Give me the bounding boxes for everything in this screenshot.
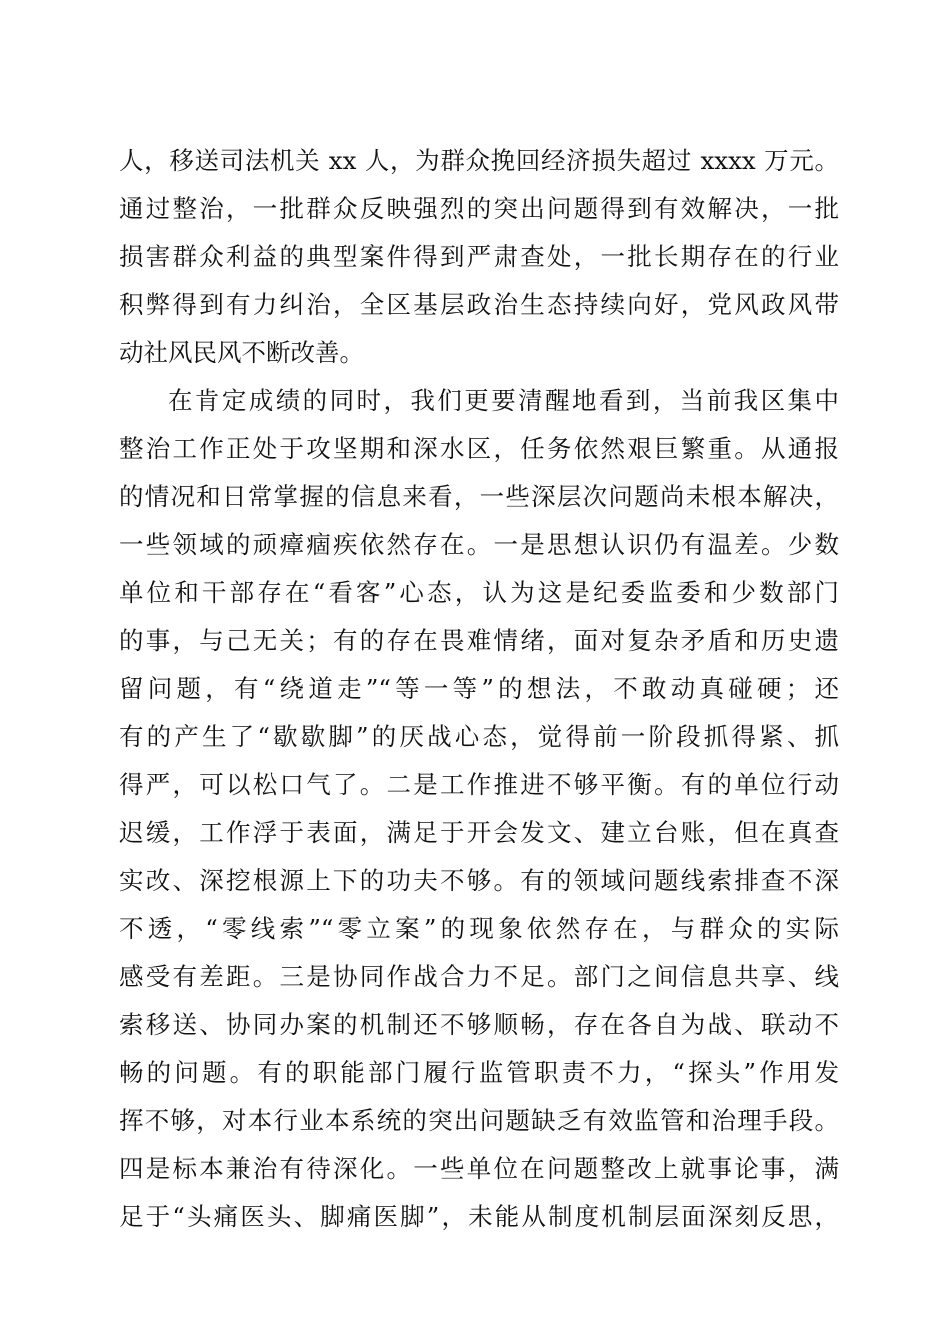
text-line: 挥不够，对本行业本系统的突出问题缺乏有效监管和治理手段。 (119, 1106, 839, 1135)
text-line: 在肯定成绩的同时，我们更要清醒地看到，当前我区集中 (168, 386, 839, 415)
text-line: 积弊得到有力纠治，全区基层政治生态持续向好，党风政风带 (119, 290, 839, 319)
text-line: 动社风民风不断改善。 (119, 338, 364, 367)
text-line: 单位和干部存在“看客”心态，认为这是纪委监委和少数部门 (119, 578, 839, 607)
text-line: 损害群众利益的典型案件得到严肃查处，一批长期存在的行业 (119, 242, 839, 271)
document-body (119, 137, 839, 1241)
text-line: 感受有差距。三是协同作战合力不足。部门之间信息共享、线 (119, 962, 839, 991)
text-line: 实改、深挖根源上下的功夫不够。有的领域问题线索排查不深 (119, 866, 839, 895)
text-line: 得严，可以松口气了。二是工作推进不够平衡。有的单位行动 (119, 770, 839, 799)
text-line: 迟缓，工作浮于表面，满足于开会发文、建立台账，但在真查 (119, 818, 839, 847)
text-line: 足于“头痛医头、脚痛医脚”，未能从制度机制层面深刻反思， (119, 1202, 839, 1231)
text-line: 留问题，有“绕道走”“等一等”的想法，不敢动真碰硬；还 (119, 674, 839, 703)
text-line: 的情况和日常掌握的信息来看，一些深层次问题尚未根本解决， (119, 482, 839, 511)
text-line: 不透，“零线索”“零立案”的现象依然存在，与群众的实际 (119, 914, 839, 943)
text-line: 整治工作正处于攻坚期和深水区，任务依然艰巨繁重。从通报 (119, 434, 839, 463)
text-line: 畅的问题。有的职能部门履行监管职责不力，“探头”作用发 (119, 1058, 839, 1087)
text-line: 四是标本兼治有待深化。一些单位在问题整改上就事论事，满 (119, 1154, 839, 1183)
text-line: 索移送、协同办案的机制还不够顺畅，存在各自为战、联动不 (119, 1010, 839, 1039)
text-line: 通过整治，一批群众反映强烈的突出问题得到有效解决，一批 (119, 194, 839, 223)
text-line: 人，移送司法机关 xx 人，为群众挽回经济损失超过 xxxx 万元。 (119, 146, 839, 175)
text-line: 一些领域的顽瘴痼疾依然存在。一是思想认识仍有温差。少数 (119, 530, 839, 559)
text-line: 有的产生了“歇歇脚”的厌战心态，觉得前一阶段抓得紧、抓 (119, 722, 839, 751)
text-line: 的事，与己无关；有的存在畏难情绪，面对复杂矛盾和历史遗 (119, 626, 839, 655)
